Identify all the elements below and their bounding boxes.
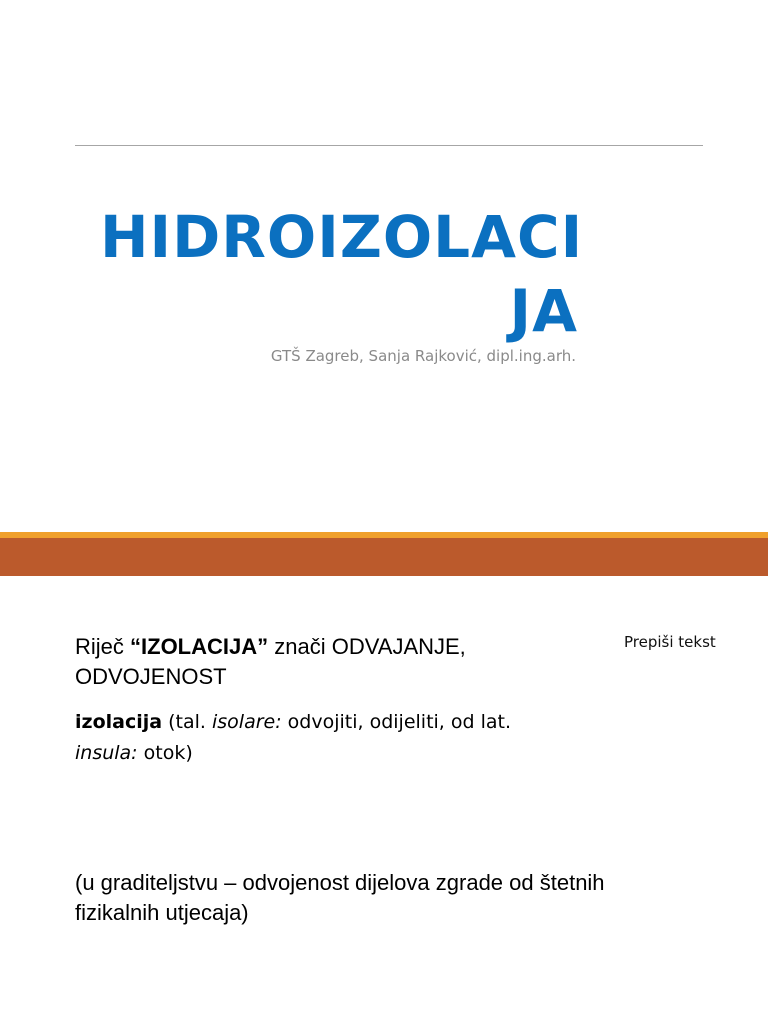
slide-subtitle: GTŠ Zagreb, Sanja Rajković, dipl.ing.arh.: [270, 347, 576, 365]
slide-title-line-1: HIDROIZOLACI: [100, 203, 584, 271]
etymology-text-1: (tal.: [162, 711, 212, 733]
etymology-text-2: odvojiti, odijeliti, od lat.: [281, 711, 512, 733]
slide-divider-band: [0, 538, 768, 576]
etymology-paragraph: [75, 707, 535, 769]
slide-title-line-2: JA: [509, 277, 578, 345]
etymology-term: izolacija: [75, 711, 163, 733]
definition-prefix: Riječ: [75, 634, 131, 659]
etymology-text-3: otok): [137, 742, 193, 764]
instruction-note: Prepiši tekst: [624, 633, 716, 651]
top-divider: [75, 145, 703, 146]
definition-meaning: znači ODVAJANJE, ODVOJENOST: [75, 634, 466, 689]
definition-paragraph: [75, 632, 595, 692]
construction-paragraph: (u graditeljstvu – odvojenost dijelova zgrade od štetnih fizikalnih utjecaja): [75, 870, 605, 925]
slide-title: [100, 200, 584, 348]
definition-term: “IZOLACIJA”: [130, 634, 269, 659]
etymology-word-latin: insula:: [75, 742, 138, 764]
etymology-word-italian: isolare:: [211, 711, 282, 733]
